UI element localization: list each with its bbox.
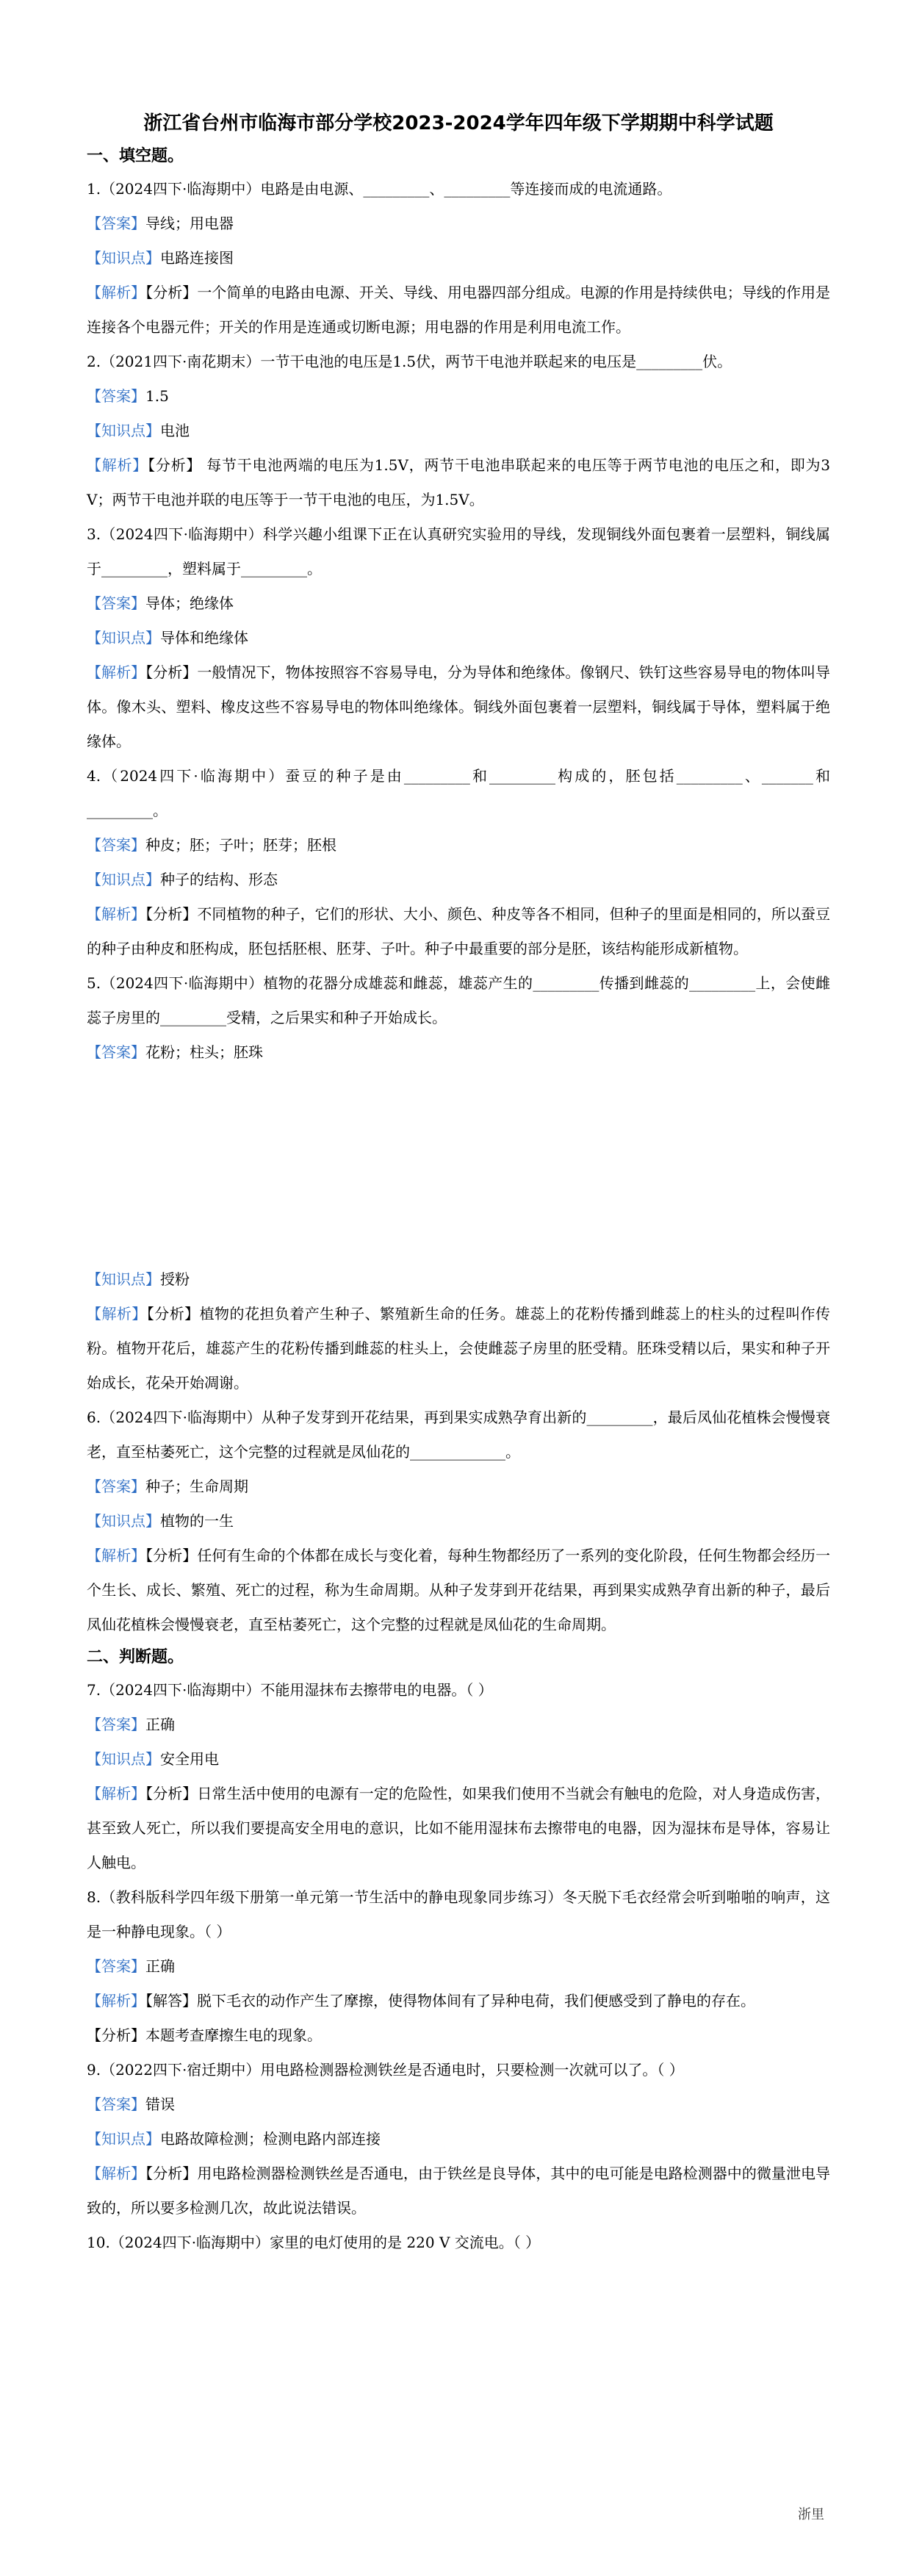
q1-answer: 导线；用电器 [145, 215, 234, 232]
q9-kp-row [87, 2122, 830, 2156]
q2-answer-row [87, 379, 830, 414]
q2-analysis-row [87, 448, 830, 517]
q6-answer: 种子；生命周期 [145, 1478, 248, 1495]
q1-analysis-row [87, 276, 830, 345]
q6-analysis-row [87, 1539, 830, 1642]
kp-label: 【知识点】 [87, 249, 160, 267]
q3-analysis-row [87, 655, 830, 759]
q8-analysis-row [87, 1984, 830, 2018]
q4-answer-row [87, 828, 830, 863]
q4-kp-row [87, 863, 830, 897]
q3-analysis: 一般情况下，物体按照容不容易导电，分为导体和绝缘体。像钢尺、铁钉这些容易导电的物体叫导体。像木头、塑料、橡皮这些不容易导电的物体叫绝缘体。铜线外面包裹着一层塑料，铜线属于导体，塑料属于绝缘体。 [87, 663, 831, 750]
q4-analysis: 不同植物的种子，它们的形状、大小、颜色、种皮等各不相同，但种子的里面是相同的，所以蚕豆的种子由种皮和胚构成，胚包括胚根、胚芽、子叶。种子中最重要的部分是胚，该结构能形成新植物。 [87, 905, 831, 957]
answer-label: 【答案】 [87, 1716, 145, 1733]
analysis-label: 【解析】 [87, 456, 148, 474]
question-9: 9.（2022四下·宿迁期中）用电路检测器检测铁丝是否通电时，只要检测一次就可以了。（ ） [87, 2061, 684, 2079]
analysis-label: 【解析】 [87, 284, 146, 301]
answer-label: 【答案】 [87, 215, 145, 232]
answer-label: 【答案】 [87, 1478, 145, 1495]
kp-label: 【知识点】 [87, 1270, 160, 1288]
q2-kp: 电池 [160, 422, 190, 439]
fenxi-label: 【分析】 [145, 1547, 198, 1564]
document-content [87, 109, 830, 2260]
q5-analysis: 植物的花担负着产生种子、繁殖新生命的任务。雄蕊上的花粉传播到雌蕊上的柱头的过程叫作传粉。植物开花后，雄蕊产生的花粉传播到雌蕊的柱头上，会使雌蕊子房里的胚受精。胚珠受精以后，果实和种子开始成长，花朵开始凋谢。 [87, 1305, 831, 1392]
q1-kp: 电路连接图 [160, 249, 234, 267]
q4-kp: 种子的结构、形态 [160, 871, 278, 888]
q8-answer-row [87, 1949, 830, 1984]
q9-analysis-row [87, 2156, 830, 2226]
section-heading-fill-blank: 一、填空题。 [87, 147, 184, 165]
analysis-label: 【解析】 [87, 2165, 146, 2182]
q7-kp: 安全用电 [160, 1750, 219, 1768]
question-4: 4.（2024四下·临海期中）蚕豆的种子是由_________和_________构成的，胚包括_________、_______和_________。 [87, 767, 830, 819]
analysis-label: 【解析】 [87, 1785, 146, 1802]
q5-answer: 花粉；柱头；胚珠 [145, 1043, 263, 1061]
q8-answer: 正确 [145, 1957, 175, 1975]
q3-kp-row [87, 621, 830, 655]
answer-label: 【答案】 [87, 387, 145, 405]
analysis-label: 【解析】 [87, 1992, 145, 2010]
question-7: 7.（2024四下·临海期中）不能用湿抹布去擦带电的电器。（ ） [87, 1681, 493, 1699]
fenxi-label: 【分析】 [145, 663, 198, 681]
q9-analysis: 用电路检测器检测铁丝是否通电，由于铁丝是良导体，其中的电可能是电路检测器中的微量泄电导致的，所以要多检测几次，故此说法错误。 [87, 2165, 831, 2217]
q6-kp: 植物的一生 [160, 1512, 234, 1530]
kp-label: 【知识点】 [87, 629, 160, 647]
analysis-label: 【解析】 [87, 905, 146, 923]
q7-analysis: 日常生活中使用的电源有一定的危险性，如果我们使用不当就会有触电的危险，对人身造成伤害，甚至致人死亡，所以我们要提高安全用电的意识，比如不能用湿抹布去擦带电的电器，因为湿抹布是导体，容易让人触电。 [87, 1785, 831, 1871]
q9-answer: 错误 [145, 2095, 175, 2113]
q5-kp-row [87, 1262, 830, 1297]
fenxi-label: 【分析】 [145, 2165, 198, 2182]
q1-kp-row [87, 241, 830, 276]
q5-analysis-row [87, 1297, 830, 1400]
question-6: 6.（2024四下·临海期中）从种子发芽到开花结果，再到果实成熟孕育出新的_________，最后凤仙花植株会慢慢衰老，直至枯萎死亡，这个完整的过程就是凤仙花的_____________。 [87, 1408, 830, 1461]
q6-kp-row [87, 1504, 830, 1539]
jieda-label: 【解答】 [145, 1992, 197, 2010]
kp-label: 【知识点】 [87, 2130, 160, 2148]
analysis-label: 【解析】 [87, 1305, 147, 1323]
analysis-label: 【解析】 [87, 1547, 146, 1564]
fenxi-label: 【分析】 [146, 1305, 200, 1323]
page-footer: 浙里 [798, 2507, 824, 2522]
q6-answer-row [87, 1469, 830, 1504]
q2-answer: 1.5 [145, 387, 169, 405]
q8-fenxi: 本题考查摩擦生电的现象。 [145, 2026, 322, 2044]
fenxi-label: 【分析】 [148, 456, 202, 474]
q9-kp: 电路故障检测；检测电路内部连接 [160, 2130, 381, 2148]
kp-label: 【知识点】 [87, 1512, 160, 1530]
q1-answer-row [87, 206, 830, 241]
fenxi-label: 【分析】 [145, 284, 198, 301]
question-5: 5.（2024四下·临海期中）植物的花器分成雄蕊和雌蕊，雄蕊产生的_________传播到雌蕊的_________上，会使雌蕊子房里的_________受精，之后果实和种子开始成长。 [87, 974, 830, 1026]
answer-label: 【答案】 [87, 2095, 145, 2113]
q7-answer-row [87, 1708, 830, 1742]
kp-label: 【知识点】 [87, 1750, 160, 1768]
question-1: 1.（2024四下·临海期中）电路是由电源、_________、_________等连接而成的电流通路。 [87, 180, 672, 198]
q4-answer: 种皮；胚；子叶；胚芽；胚根 [145, 836, 336, 854]
blank-space [87, 1070, 830, 1262]
kp-label: 【知识点】 [87, 422, 160, 439]
q5-kp: 授粉 [160, 1270, 190, 1288]
fenxi-label: 【分析】 [145, 905, 198, 923]
question-10: 10.（2024四下·临海期中）家里的电灯使用的是 220 V 交流电。（ ） [87, 2234, 541, 2251]
answer-label: 【答案】 [87, 1957, 145, 1975]
answer-label: 【答案】 [87, 1043, 145, 1061]
fenxi-label: 【分析】 [145, 1785, 198, 1802]
q8-analysis: 脱下毛衣的动作产生了摩擦，使得物体间有了异种电荷，我们便感受到了静电的存在。 [197, 1992, 755, 2010]
q6-analysis: 任何有生命的个体都在成长与变化着，每种生物都经历了一系列的变化阶段，任何生物都会经历一个生长、成长、繁殖、死亡的过程，称为生命周期。从种子发芽到开花结果，再到果实成熟孕育出新的种子，最后凤仙花植株会慢慢衰老，直至枯萎死亡，这个完整的过程就是凤仙花的生命周期。 [87, 1547, 831, 1633]
q7-analysis-row [87, 1777, 830, 1880]
q2-analysis: 每节干电池两端的电压为1.5V，两节干电池串联起来的电压等于两节电池的电压之和，即为3 V；两节干电池并联的电压等于一节干电池的电压，为1.5V。 [87, 456, 831, 508]
answer-label: 【答案】 [87, 836, 145, 854]
q3-answer-row [87, 586, 830, 621]
section-heading-true-false: 二、判断题。 [87, 1648, 184, 1666]
q8-fenxi-row [87, 2018, 830, 2053]
q3-answer: 导体；绝缘体 [145, 594, 234, 612]
q4-analysis-row [87, 897, 830, 966]
fenxi-label: 【分析】 [87, 2026, 145, 2044]
analysis-label: 【解析】 [87, 663, 146, 681]
q7-answer: 正确 [145, 1716, 175, 1733]
q2-kp-row [87, 414, 830, 448]
question-3: 3.（2024四下·临海期中）科学兴趣小组课下正在认真研究实验用的导线，发现铜线外面包裹着一层塑料，铜线属于_________，塑料属于_________。 [87, 525, 830, 578]
q9-answer-row [87, 2087, 830, 2122]
answer-label: 【答案】 [87, 594, 145, 612]
q5-answer-row [87, 1035, 830, 1070]
q1-analysis: 一个简单的电路由电源、开关、导线、用电器四部分组成。电源的作用是持续供电；导线的作用是连接各个电器元件；开关的作用是连通或切断电源；用电器的作用是利用电流工作。 [87, 284, 831, 336]
question-8: 8.（教科版科学四年级下册第一单元第一节生活中的静电现象同步练习）冬天脱下毛衣经常会听到啪啪的响声，这是一种静电现象。（ ） [87, 1888, 830, 1940]
question-2: 2.（2021四下·南花期末）一节干电池的电压是1.5伏，两节干电池并联起来的电压是_________伏。 [87, 353, 732, 370]
q3-kp: 导体和绝缘体 [160, 629, 248, 647]
page-title: 浙江省台州市临海市部分学校2023-2024学年四年级下学期期中科学试题 [143, 112, 774, 134]
kp-label: 【知识点】 [87, 871, 160, 888]
q7-kp-row [87, 1742, 830, 1777]
